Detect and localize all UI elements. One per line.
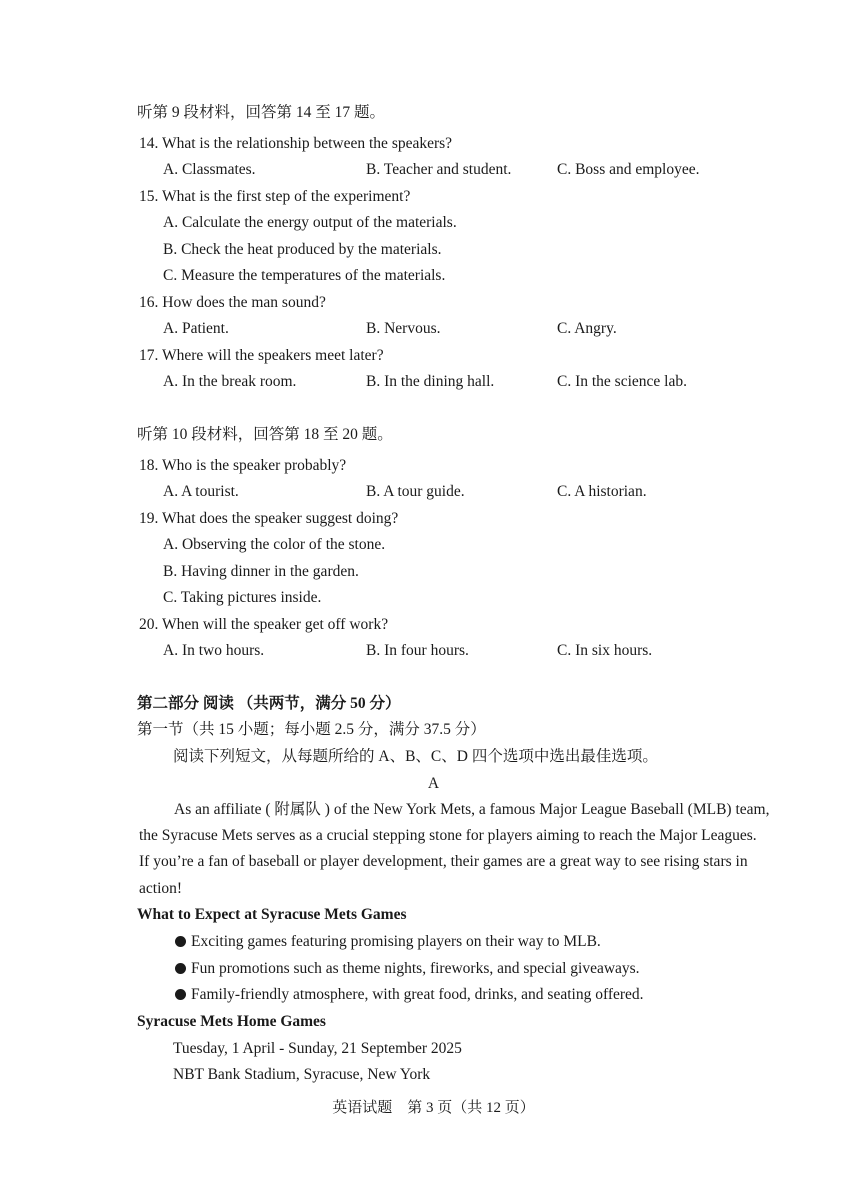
home-games-dates: Tuesday, 1 April - Sunday, 21 September 2025 [173,1040,462,1057]
q14-option-b: B. Teacher and student. [366,161,512,178]
bullet-text: Family-friendly atmosphere, with great food, drinks, and seating offered. [191,986,644,1003]
passage-line-2: the Syracuse Mets serves as a crucial stepping stone for players aiming to reach the Major Leagues. [139,827,757,844]
passage-line-1: As an affiliate ( 附属队 ) of the New York Mets, a famous Major League Baseball (MLB) team, [174,801,770,818]
q16-option-a: A. Patient. [163,320,229,337]
home-games-heading: Syracuse Mets Home Games [137,1013,326,1030]
part2-title: 第二部分 阅读 （共两节，满分 50 分） [137,695,401,712]
section9-header: 听第 9 段材料，回答第 14 至 17 题。 [137,104,386,121]
bullet-dot-icon [175,936,186,947]
q20-option-a: A. In two hours. [163,642,265,659]
q14-option-c: C. Boss and employee. [557,161,700,178]
q16-option-c: C. Angry. [557,320,617,337]
question-16: 16. How does the man sound? [139,294,326,311]
bullet-item-3 [175,985,644,1005]
bullet-item-1 [175,932,601,952]
question-15: 15. What is the first step of the experiment? [139,188,411,205]
part2-subtitle: 第一节（共 15 小题；每小题 2.5 分，满分 37.5 分） [137,721,486,738]
question-17: 17. Where will the speakers meet later? [139,347,384,364]
q17-option-c: C. In the science lab. [557,373,687,390]
bullet-dot-icon [175,963,186,974]
q15-option-c: C. Measure the temperatures of the materials. [163,267,446,284]
q15-option-b: B. Check the heat produced by the materials. [163,241,442,258]
q18-option-b: B. A tour guide. [366,483,465,500]
q17-option-b: B. In the dining hall. [366,373,495,390]
q17-option-a: A. In the break room. [163,373,297,390]
passage-label: A [427,775,440,792]
q19-option-b: B. Having dinner in the garden. [163,563,359,580]
bullet-text: Fun promotions such as theme nights, fireworks, and special giveaways. [191,960,640,977]
q18-option-a: A. A tourist. [163,483,239,500]
bullet-dot-icon [175,989,186,1000]
expect-heading: What to Expect at Syracuse Mets Games [137,906,407,923]
q16-option-b: B. Nervous. [366,320,441,337]
q19-option-a: A. Observing the color of the stone. [163,536,386,553]
part2-instruction: 阅读下列短文，从每题所给的 A、B、C、D 四个选项中选出最佳选项。 [173,748,658,765]
q20-option-b: B. In four hours. [366,642,469,659]
q14-option-a: A. Classmates. [163,161,256,178]
q19-option-c: C. Taking pictures inside. [163,589,322,606]
q20-option-c: C. In six hours. [557,642,653,659]
question-20: 20. When will the speaker get off work? [139,616,389,633]
question-14: 14. What is the relationship between the speakers? [139,135,453,152]
section10-header: 听第 10 段材料，回答第 18 至 20 题。 [137,426,393,443]
q15-option-a: A. Calculate the energy output of the materials. [163,214,457,231]
bullet-item-2 [175,959,640,979]
page-footer: 英语试题 第 3 页（共 12 页） [332,1100,535,1116]
q18-option-c: C. A historian. [557,483,647,500]
passage-line-3: If you’re a fan of baseball or player development, their games are a great way to see rising stars in [139,853,748,870]
bullet-text: Exciting games featuring promising players on their way to MLB. [191,933,601,950]
question-19: 19. What does the speaker suggest doing? [139,510,399,527]
question-18: 18. Who is the speaker probably? [139,457,347,474]
home-games-venue: NBT Bank Stadium, Syracuse, New York [173,1066,431,1083]
passage-line-4: action! [139,880,183,897]
